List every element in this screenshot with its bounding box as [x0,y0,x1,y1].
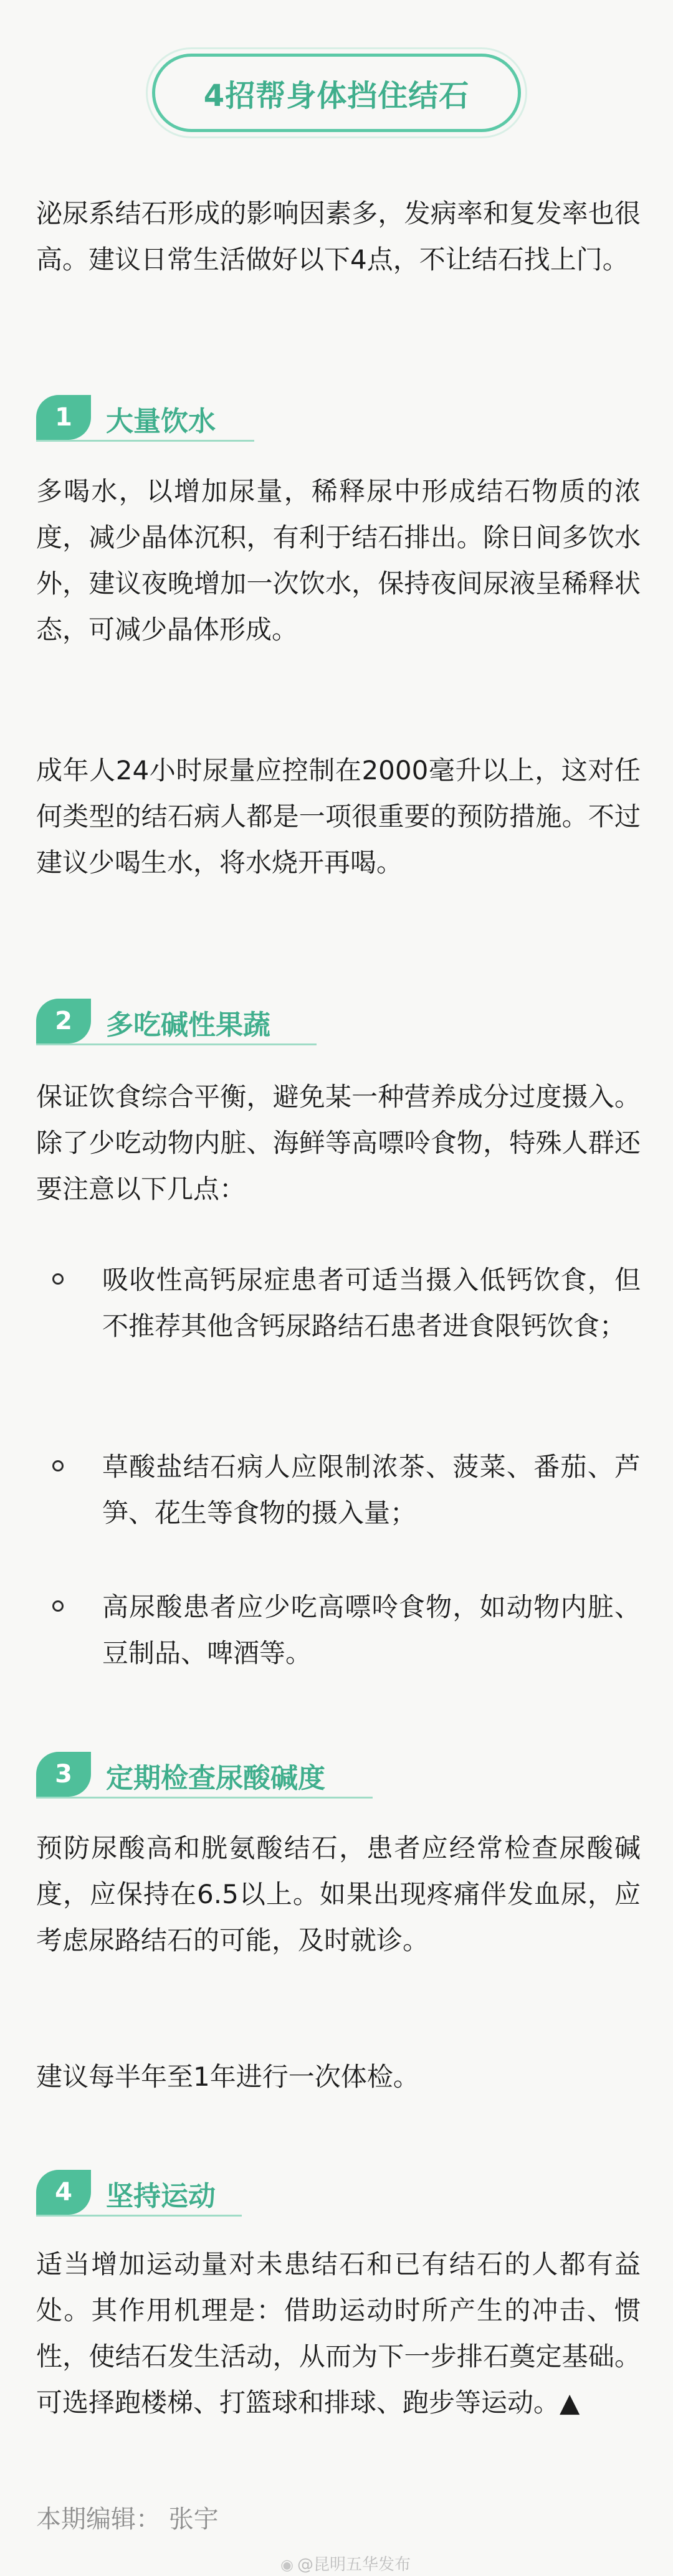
section-underline [36,440,254,442]
section-number-badge: 1 [36,395,91,440]
watermark [280,2552,411,2575]
section-4-paragraph-1: 适当增加运动量对未患结石和已有结石的人都有益处。其作用机理是：借助运动时所产生的冲击、惯性，使结石发生活动，从而为下一步排石奠定基础。可选择跑楼梯、打篮球和排球、跑步等运动。▲ [36,2249,641,2418]
section-1-paragraph-1: 多喝水，以增加尿量，稀释尿中形成结石物质的浓度，减少晶体沉积，有利于结石排出。除日间多饮水外，建议夜晚增加一次饮水，保持夜间尿液呈稀释状态，可减少晶体形成。 [36,476,641,645]
section-header-1 [36,395,254,440]
intro-paragraph: 泌尿系结石形成的影响因素多，发病率和复发率也很高。建议日常生活做好以下4点，不让结石找上门。 [36,198,641,275]
section-title: 定期检查尿酸碱度 [106,1762,325,1794]
weibo-icon: ◉ [280,2556,294,2574]
editor-credit: 本期编辑： 张宇 [36,2505,219,2534]
section-3-paragraph-2: 建议每半年至1年进行一次体检。 [36,2061,419,2092]
section-underline [36,2215,242,2217]
section-title: 坚持运动 [106,2180,216,2212]
section-header-3 [36,1752,373,1797]
section-1-paragraph-2: 成年人24小时尿量应控制在2000毫升以上，这对任何类型的结石病人都是一项很重要的预防措施。不过建议少喝生水，将水烧开再喝。 [36,755,641,878]
section-underline [36,1797,373,1799]
section-number-badge: 2 [36,999,91,1043]
bullet-circle-icon [52,1273,64,1285]
section-3-paragraph-1: 预防尿酸高和胱氨酸结石，患者应经常检查尿酸碱度，应保持在6.5以上。如果出现疼痛伴发血尿，应考虑尿路结石的可能，及时就诊。 [36,1833,641,1956]
article-title: 4招帮身体挡住结石 [203,78,470,113]
section-title: 大量饮水 [106,406,216,437]
bullet-circle-icon [52,1460,64,1471]
section-header-2 [36,999,317,1043]
bullet-circle-icon [52,1600,64,1612]
section-header-4 [36,2170,242,2215]
watermark-text: @昆明五华发布 [297,2555,411,2574]
section-number-badge: 3 [36,1752,91,1797]
section-underline [36,1043,317,1045]
section-title: 多吃碱性果蔬 [106,1009,270,1041]
section-number-badge: 4 [36,2170,91,2215]
list-item-text: 草酸盐结石病人应限制浓茶、菠菜、番茄、芦笋、花生等食物的摄入量； [102,1452,641,1528]
section-2-paragraph-1: 保证饮食综合平衡，避免某一种营养成分过度摄入。除了少吃动物内脏、海鲜等高嘌呤食物，特殊人群还要注意以下几点： [36,1081,641,1204]
list-item-text: 高尿酸患者应少吃高嘌呤食物，如动物内脏、豆制品、啤酒等。 [102,1592,641,1668]
list-item-text: 吸收性高钙尿症患者可适当摄入低钙饮食，但不推荐其他含钙尿路结石患者进食限钙饮食； [102,1265,641,1341]
title-banner [152,54,521,132]
